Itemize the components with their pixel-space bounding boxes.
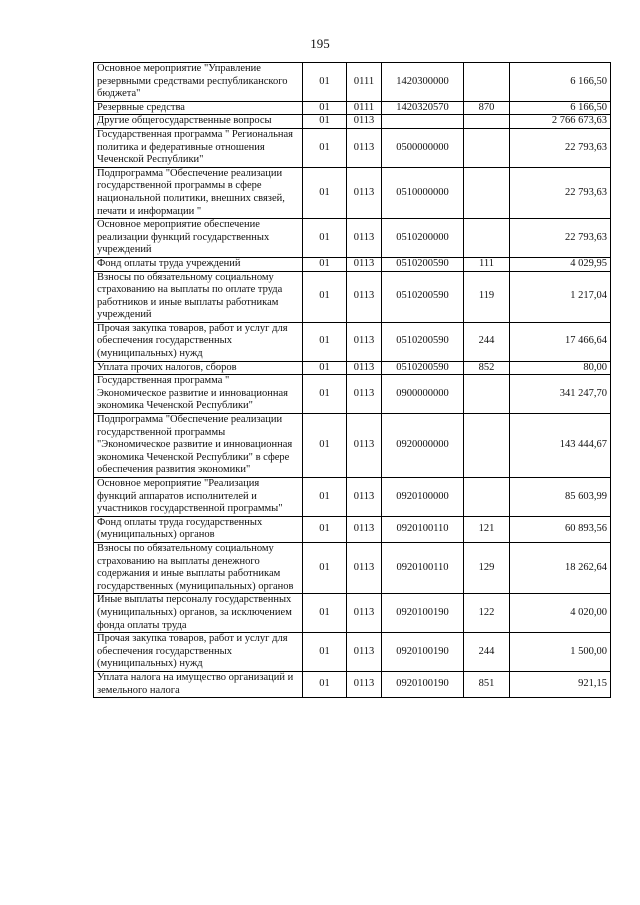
expense-type-code-cell: 870 [464,101,510,115]
expense-name-cell: Другие общегосударственные вопросы [94,115,303,129]
expense-name-cell: Основное мероприятие обеспечение реализации функций государственных учреждений [94,219,303,258]
subsection-code-cell: 0113 [347,167,382,218]
target-article-code-cell: 1420320570 [382,101,464,115]
section-code-cell: 01 [303,375,347,414]
expense-type-code-cell: 119 [464,271,510,322]
table-row [94,257,611,271]
subsection-code-cell: 0113 [347,257,382,271]
subsection-code-cell: 0113 [347,361,382,375]
subsection-code-cell: 0113 [347,594,382,633]
target-article-code-cell: 0510200590 [382,257,464,271]
expense-name-cell: Взносы по обязательному социальному страхованию на выплаты денежного содержания и иные выплаты работникам государственных (муниципальных) органов [94,542,303,593]
expense-name-cell: Уплата прочих налогов, сборов [94,361,303,375]
target-article-code-cell: 0510000000 [382,167,464,218]
section-code-cell: 01 [303,516,347,542]
target-article-code-cell: 0510200590 [382,361,464,375]
target-article-code-cell: 0510200000 [382,219,464,258]
expense-type-code-cell [464,115,510,129]
subsection-code-cell: 0113 [347,128,382,167]
expense-name-cell: Прочая закупка товаров, работ и услуг для обеспечения государственных (муниципальных) нужд [94,322,303,361]
table-row [94,219,611,258]
section-code-cell: 01 [303,633,347,672]
expense-type-code-cell: 244 [464,322,510,361]
section-code-cell: 01 [303,167,347,218]
amount-cell: 18 262,64 [510,542,611,593]
page-number: 195 [310,36,330,51]
amount-cell: 4 029,95 [510,257,611,271]
subsection-code-cell: 0111 [347,63,382,102]
amount-cell: 341 247,70 [510,375,611,414]
table-row [94,63,611,102]
section-code-cell: 01 [303,542,347,593]
target-article-code-cell: 0920100110 [382,516,464,542]
subsection-code-cell: 0113 [347,115,382,129]
section-code-cell: 01 [303,671,347,697]
subsection-code-cell: 0113 [347,414,382,478]
subsection-code-cell: 0113 [347,375,382,414]
expense-type-code-cell: 122 [464,594,510,633]
expense-type-code-cell [464,478,510,517]
amount-cell: 1 500,00 [510,633,611,672]
section-code-cell: 01 [303,115,347,129]
expense-type-code-cell: 129 [464,542,510,593]
target-article-code-cell: 0900000000 [382,375,464,414]
target-article-code-cell: 0510200590 [382,322,464,361]
expense-type-code-cell: 244 [464,633,510,672]
table-row [94,478,611,517]
table-row [94,516,611,542]
section-code-cell: 01 [303,322,347,361]
table-row [94,167,611,218]
amount-cell: 85 603,99 [510,478,611,517]
amount-cell: 1 217,04 [510,271,611,322]
amount-cell: 4 020,00 [510,594,611,633]
expense-type-code-cell [464,219,510,258]
subsection-code-cell: 0111 [347,101,382,115]
section-code-cell: 01 [303,219,347,258]
expense-type-code-cell [464,375,510,414]
subsection-code-cell: 0113 [347,542,382,593]
budget-table-body [94,63,611,698]
subsection-code-cell: 0113 [347,219,382,258]
amount-cell: 921,15 [510,671,611,697]
section-code-cell: 01 [303,478,347,517]
target-article-code-cell: 0500000000 [382,128,464,167]
expense-type-code-cell [464,128,510,167]
expense-type-code-cell [464,167,510,218]
section-code-cell: 01 [303,101,347,115]
subsection-code-cell: 0113 [347,516,382,542]
table-row [94,115,611,129]
expense-type-code-cell: 111 [464,257,510,271]
target-article-code-cell: 1420300000 [382,63,464,102]
target-article-code-cell: 0920100190 [382,633,464,672]
section-code-cell: 01 [303,594,347,633]
section-code-cell: 01 [303,414,347,478]
table-row [94,594,611,633]
amount-cell: 6 166,50 [510,63,611,102]
target-article-code-cell: 0920000000 [382,414,464,478]
expense-name-cell: Подпрограмма "Обеспечение реализации государственной программы "Экономическое развитие и инновационная экономика Чеченской Республики" в сфере обеспечения развития экономики" [94,414,303,478]
amount-cell: 22 793,63 [510,219,611,258]
section-code-cell: 01 [303,257,347,271]
target-article-code-cell [382,115,464,129]
subsection-code-cell: 0113 [347,478,382,517]
table-row [94,128,611,167]
target-article-code-cell: 0920100190 [382,671,464,697]
expense-name-cell: Взносы по обязательному социальному страхованию на выплаты по оплате труда работников и иные выплаты работникам учреждений [94,271,303,322]
section-code-cell: 01 [303,271,347,322]
amount-cell: 17 466,64 [510,322,611,361]
section-code-cell: 01 [303,361,347,375]
expense-name-cell: Резервные средства [94,101,303,115]
expense-name-cell: Прочая закупка товаров, работ и услуг для обеспечения государственных (муниципальных) нужд [94,633,303,672]
expense-type-code-cell [464,63,510,102]
expense-type-code-cell: 851 [464,671,510,697]
expense-name-cell: Фонд оплаты труда государственных (муниципальных) органов [94,516,303,542]
table-row [94,671,611,697]
expense-type-code-cell: 852 [464,361,510,375]
expense-name-cell: Государственная программа " Экономическое развитие и инновационная экономика Чеченской Республики" [94,375,303,414]
target-article-code-cell: 0920100000 [382,478,464,517]
subsection-code-cell: 0113 [347,671,382,697]
section-code-cell: 01 [303,128,347,167]
amount-cell: 60 893,56 [510,516,611,542]
expense-name-cell: Основное мероприятие "Управление резервными средствами республиканского бюджета" [94,63,303,102]
expense-name-cell: Государственная программа " Региональная политика и федеративные отношения Чеченской Республики" [94,128,303,167]
table-row [94,271,611,322]
amount-cell: 2 766 673,63 [510,115,611,129]
budget-table [93,62,611,698]
table-row [94,375,611,414]
expense-name-cell: Подпрограмма "Обеспечение реализации государственной программы в сфере национальной политики, внешних связей, печати и информации " [94,167,303,218]
target-article-code-cell: 0510200590 [382,271,464,322]
amount-cell: 143 444,67 [510,414,611,478]
target-article-code-cell: 0920100190 [382,594,464,633]
table-row [94,322,611,361]
table-row [94,101,611,115]
subsection-code-cell: 0113 [347,322,382,361]
table-row [94,361,611,375]
table-row [94,542,611,593]
target-article-code-cell: 0920100110 [382,542,464,593]
amount-cell: 22 793,63 [510,128,611,167]
subsection-code-cell: 0113 [347,271,382,322]
expense-name-cell: Уплата налога на имущество организаций и земельного налога [94,671,303,697]
table-row [94,414,611,478]
expense-type-code-cell: 121 [464,516,510,542]
expense-type-code-cell [464,414,510,478]
subsection-code-cell: 0113 [347,633,382,672]
amount-cell: 80,00 [510,361,611,375]
amount-cell: 22 793,63 [510,167,611,218]
table-row [94,633,611,672]
expense-name-cell: Основное мероприятие "Реализация функций аппаратов исполнителей и участников государственной программы" [94,478,303,517]
amount-cell: 6 166,50 [510,101,611,115]
expense-name-cell: Иные выплаты персоналу государственных (муниципальных) органов, за исключением фонда оплаты труда [94,594,303,633]
expense-name-cell: Фонд оплаты труда учреждений [94,257,303,271]
section-code-cell: 01 [303,63,347,102]
